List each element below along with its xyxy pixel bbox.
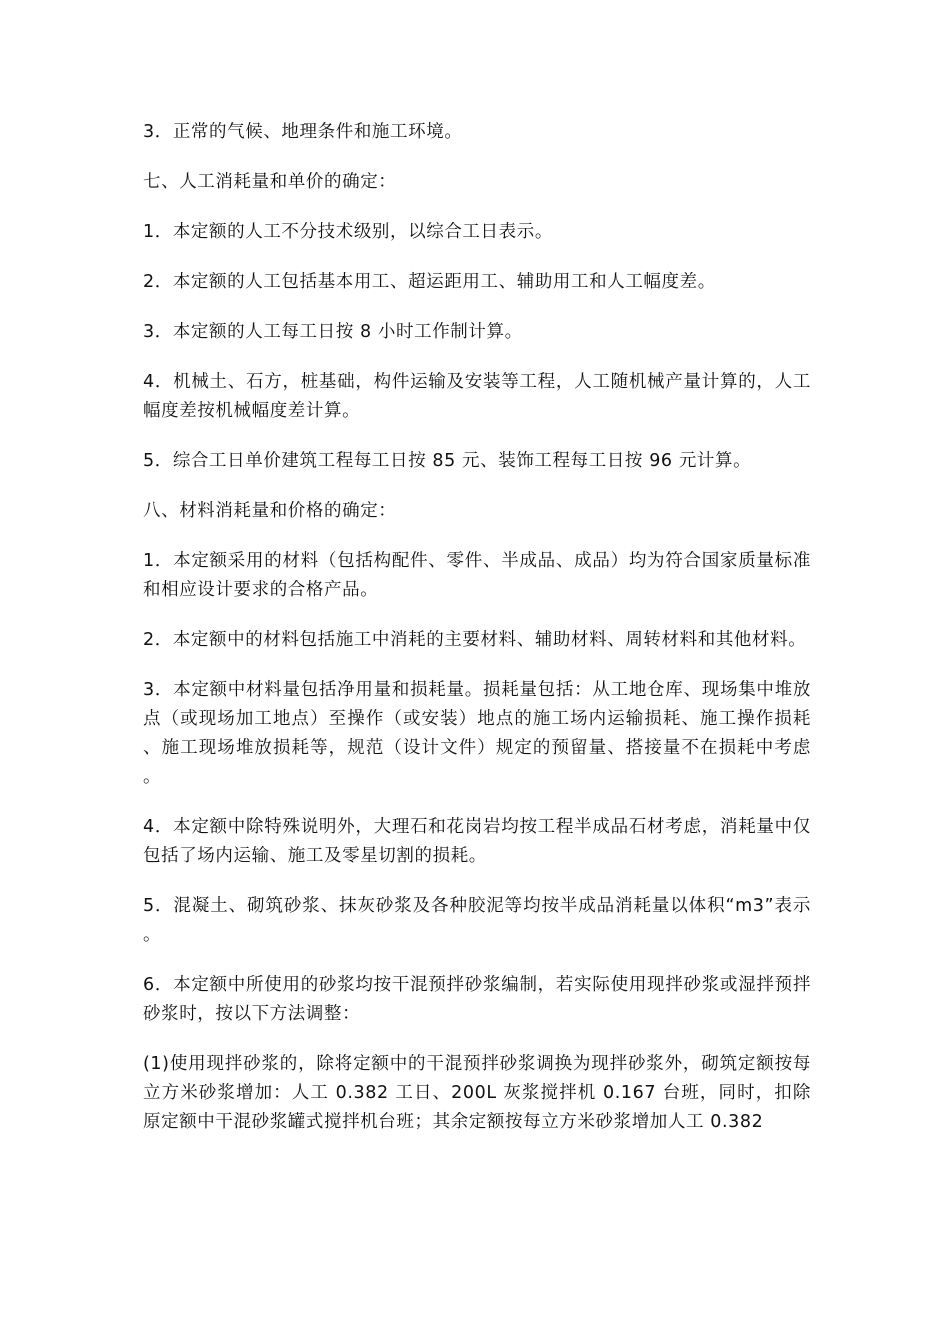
document-body	[143, 118, 811, 1158]
paragraph-labor-4: 4．机械土、石方，桩基础，构件运输及安装等工程，人工随机械产量计算的，人工幅度差按机械幅度差计算。	[143, 372, 811, 421]
paragraph-materials-1: 1．本定额采用的材料（包括构配件、零件、半成品、成品）均为符合国家质量标准和相应设计要求的合格产品。	[143, 551, 811, 600]
paragraph-materials-6-1: (1)使用现拌砂浆的，除将定额中的干混预拌砂浆调换为现拌砂浆外，砌筑定额按每立方米砂浆增加：人工 0.382 工日、200L 灰浆搅拌机 0.167 台班，同时，扣除原定额中干混砂浆罐式搅拌机台班；其余定额按每立方米砂浆增加人工 0.382	[143, 1054, 811, 1132]
paragraph-labor-2: 2．本定额的人工包括基本用工、超运距用工、辅助用工和人工幅度差。	[143, 272, 716, 292]
paragraph-materials-6: 6．本定额中所使用的砂浆均按干混预拌砂浆编制，若实际使用现拌砂浆或湿拌预拌砂浆时，按以下方法调整：	[143, 975, 811, 1024]
paragraph-item-3-climate: 3．正常的气候、地理条件和施工环境。	[143, 122, 463, 142]
section-heading-labor: 七、人工消耗量和单价的确定：	[143, 172, 397, 192]
paragraph-materials-3: 3．本定额中材料量包括净用量和损耗量。损耗量包括：从工地仓库、现场集中堆放点（或现场加工地点）至操作（或安装）地点的施工场内运输损耗、施工操作损耗、施工现场堆放损耗等，规范（设计文件）规定的预留量、搭接量不在损耗中考虑。	[143, 680, 811, 787]
paragraph-labor-5: 5．综合工日单价建筑工程每工日按 85 元、装饰工程每工日按 96 元计算。	[143, 451, 752, 471]
paragraph-labor-1: 1．本定额的人工不分技术级别，以综合工日表示。	[143, 222, 553, 242]
paragraph-materials-2: 2．本定额中的材料包括施工中消耗的主要材料、辅助材料、周转材料和其他材料。	[143, 630, 807, 650]
section-heading-materials: 八、材料消耗量和价格的确定：	[143, 501, 397, 521]
paragraph-labor-3: 3．本定额的人工每工日按 8 小时工作制计算。	[143, 322, 523, 342]
paragraph-materials-5: 5．混凝土、砌筑砂浆、抹灰砂浆及各种胶泥等均按半成品消耗量以体积“m3”表示。	[143, 896, 811, 945]
paragraph-materials-4: 4．本定额中除特殊说明外，大理石和花岗岩均按工程半成品石材考虑，消耗量中仅包括了场内运输、施工及零星切割的损耗。	[143, 817, 811, 866]
